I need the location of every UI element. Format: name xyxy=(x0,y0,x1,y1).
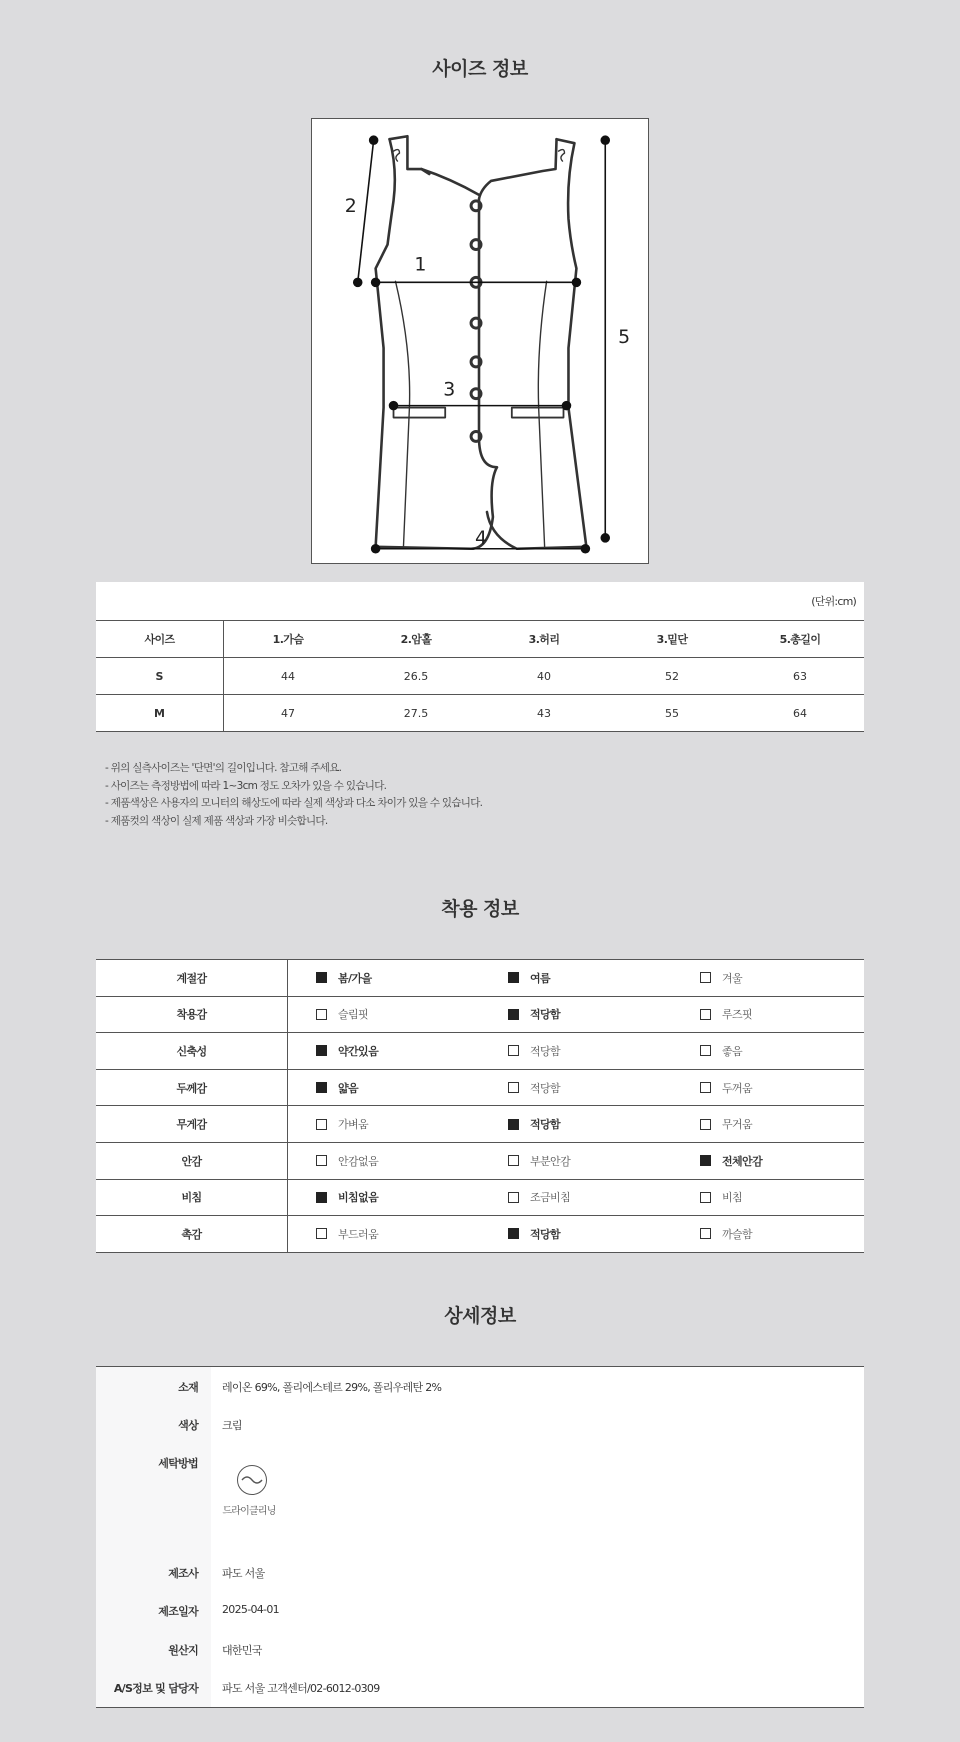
fit-row xyxy=(96,1070,864,1107)
header-hem: 3.밑단 xyxy=(656,633,688,646)
fit-row-label: 두께감 xyxy=(96,1070,288,1106)
fit-option xyxy=(672,1226,864,1242)
fit-option-label: 적당함 xyxy=(530,1044,561,1058)
fit-option xyxy=(480,1006,672,1022)
fit-option-label: 약간있음 xyxy=(338,1044,379,1058)
fit-row-label: 신축성 xyxy=(96,1033,288,1069)
detail-table xyxy=(96,1366,864,1708)
checked-box-icon xyxy=(700,1155,711,1166)
value-cell: 47 xyxy=(281,706,295,720)
maker-label: 제조사 xyxy=(168,1567,198,1580)
origin-label: 원산지 xyxy=(168,1644,198,1657)
value-cell: 64 xyxy=(793,706,807,720)
fit-option xyxy=(672,1116,864,1132)
unchecked-box-icon xyxy=(508,1082,519,1093)
fit-option-label: 슬림핏 xyxy=(338,1008,369,1022)
unchecked-box-icon xyxy=(316,1009,327,1020)
fit-option xyxy=(480,1080,672,1096)
table-row xyxy=(96,658,864,695)
fit-row-label: 무게감 xyxy=(96,1106,288,1142)
fit-option-label: 전체안감 xyxy=(722,1154,763,1168)
fit-option xyxy=(288,970,480,986)
fit-option-label: 적당함 xyxy=(530,1081,561,1095)
checked-box-icon xyxy=(508,1228,519,1239)
fit-row-label: 비침 xyxy=(96,1180,288,1216)
wash-method-label: 드라이클리닝 xyxy=(222,1506,276,1517)
fit-row xyxy=(96,1216,864,1253)
unchecked-box-icon xyxy=(508,1192,519,1203)
fit-option xyxy=(480,1189,672,1205)
checked-box-icon xyxy=(316,1192,327,1203)
color-label: 색상 xyxy=(178,1419,198,1432)
header-armhole: 2.암홀 xyxy=(400,633,432,646)
fit-option xyxy=(672,1189,864,1205)
fit-table xyxy=(96,959,864,1253)
material-label: 소재 xyxy=(178,1381,198,1394)
fit-option-label: 적당함 xyxy=(530,1227,561,1241)
fit-option-label: 좋음 xyxy=(722,1044,743,1058)
wash-method xyxy=(222,1465,277,1517)
diagram-label-4: 4 xyxy=(475,526,488,549)
checked-box-icon xyxy=(316,972,327,983)
value-cell: 63 xyxy=(793,669,807,683)
note-line: - 제품컷의 색상이 실제 제품 색상과 가장 비슷합니다. xyxy=(105,814,328,827)
as-value: 파도 서울 고객센터/02-6012-0309 xyxy=(222,1682,380,1695)
size-notes xyxy=(105,760,482,830)
fit-option xyxy=(480,1043,672,1059)
wash-label: 세탁방법 xyxy=(158,1457,198,1470)
unchecked-box-icon xyxy=(700,1119,711,1130)
value-cell: 40 xyxy=(537,669,551,683)
fit-option-label: 까슬함 xyxy=(722,1227,753,1241)
fit-row xyxy=(96,1180,864,1217)
fit-option-label: 적당함 xyxy=(530,1008,561,1022)
unchecked-box-icon xyxy=(700,1192,711,1203)
fit-row-label: 계절감 xyxy=(96,960,288,996)
fit-option-label: 부드러움 xyxy=(338,1227,379,1241)
value-cell: 52 xyxy=(665,669,679,683)
fit-option-label: 겨울 xyxy=(722,971,743,985)
note-line: - 사이즈는 측정방법에 따라 1~3cm 정도 오차가 있을 수 있습니다. xyxy=(105,779,387,792)
fit-row xyxy=(96,1143,864,1180)
value-cell: 44 xyxy=(281,669,295,683)
detail-info-title: 상세정보 xyxy=(444,1305,516,1327)
value-cell: 26.5 xyxy=(403,669,429,683)
fit-row xyxy=(96,1033,864,1070)
fit-option xyxy=(480,1226,672,1242)
origin-value: 대한민국 xyxy=(222,1644,262,1657)
fit-row-label: 안감 xyxy=(96,1143,288,1179)
fit-option-label: 여름 xyxy=(530,971,551,985)
table-row xyxy=(96,695,864,732)
unchecked-box-icon xyxy=(508,1045,519,1056)
fit-option xyxy=(672,1153,864,1169)
fit-option-label: 조금비침 xyxy=(530,1191,571,1205)
checked-box-icon xyxy=(508,972,519,983)
unchecked-box-icon xyxy=(316,1228,327,1239)
header-chest: 1.가슴 xyxy=(272,633,304,646)
fit-option xyxy=(672,1006,864,1022)
unchecked-box-icon xyxy=(700,1045,711,1056)
unchecked-box-icon xyxy=(700,1082,711,1093)
unchecked-box-icon xyxy=(316,1119,327,1130)
size-cell: S xyxy=(96,658,224,694)
diagram-label-3: 3 xyxy=(443,378,456,401)
dry-clean-icon xyxy=(237,1465,267,1495)
header-waist: 3.허리 xyxy=(528,633,560,646)
fit-option xyxy=(288,1189,480,1205)
fit-option-label: 가벼움 xyxy=(338,1118,369,1132)
note-line: - 제품색상은 사용자의 모니터의 해상도에 따라 실제 색상과 다소 차이가 있을 수 있습니다. xyxy=(105,797,483,809)
color-value: 크림 xyxy=(222,1419,242,1432)
fit-option xyxy=(288,1226,480,1242)
fit-option-label: 비침 xyxy=(722,1191,743,1205)
unchecked-box-icon xyxy=(508,1155,519,1166)
header-length: 5.총길이 xyxy=(779,633,821,646)
size-cell: M xyxy=(96,695,224,731)
value-cell: 43 xyxy=(537,706,551,720)
fit-option xyxy=(480,970,672,986)
fit-row-label: 촉감 xyxy=(96,1216,288,1252)
fit-row xyxy=(96,960,864,997)
fit-option xyxy=(672,970,864,986)
fit-option-label: 루즈핏 xyxy=(722,1008,753,1022)
value-cell: 55 xyxy=(665,706,679,720)
fit-option-label: 부분안감 xyxy=(530,1154,571,1168)
fit-option xyxy=(672,1080,864,1096)
as-label: A/S정보 및 담당자 xyxy=(113,1682,198,1695)
unchecked-box-icon xyxy=(700,972,711,983)
diagram-label-2: 2 xyxy=(344,194,357,217)
date-label: 제조일자 xyxy=(158,1605,198,1618)
checked-box-icon xyxy=(316,1082,327,1093)
checked-box-icon xyxy=(508,1009,519,1020)
fit-option xyxy=(480,1116,672,1132)
fit-option xyxy=(288,1153,480,1169)
fit-option-label: 안감없음 xyxy=(338,1154,379,1168)
note-line: - 위의 실측사이즈는 '단면'의 길이입니다. 참고해 주세요. xyxy=(105,762,342,774)
size-table-header xyxy=(96,621,864,658)
maker-value: 파도 서울 xyxy=(222,1567,265,1580)
fit-option-label: 비침없음 xyxy=(338,1191,379,1205)
unchecked-box-icon xyxy=(700,1228,711,1239)
fit-option xyxy=(288,1116,480,1132)
checked-box-icon xyxy=(316,1045,327,1056)
size-table xyxy=(96,582,864,732)
header-size: 사이즈 xyxy=(96,621,224,657)
date-value: 2025-04-01 xyxy=(222,1603,279,1616)
fit-row-label: 착용감 xyxy=(96,997,288,1033)
fit-option-label: 얇음 xyxy=(338,1081,359,1095)
fit-info-title: 착용 정보 xyxy=(441,898,519,920)
fit-option xyxy=(288,1080,480,1096)
fit-option-label: 봄/가을 xyxy=(338,971,372,985)
fit-row xyxy=(96,1106,864,1143)
fit-option-label: 무거움 xyxy=(722,1118,753,1132)
unchecked-box-icon xyxy=(700,1009,711,1020)
fit-option-label: 두꺼움 xyxy=(722,1081,753,1095)
checked-box-icon xyxy=(508,1119,519,1130)
fit-option xyxy=(672,1043,864,1059)
fit-option xyxy=(288,1006,480,1022)
material-value: 레이온 69%, 폴리에스테르 29%, 폴리우레탄 2% xyxy=(222,1381,442,1394)
diagram-label-1: 1 xyxy=(414,253,427,276)
value-cell: 27.5 xyxy=(403,706,429,720)
fit-row xyxy=(96,997,864,1034)
fit-option-label: 적당함 xyxy=(530,1118,561,1132)
unchecked-box-icon xyxy=(316,1155,327,1166)
fit-option xyxy=(480,1153,672,1169)
size-info-title: 사이즈 정보 xyxy=(432,58,528,80)
garment-measurement-diagram xyxy=(311,118,649,564)
diagram-label-5: 5 xyxy=(618,325,631,348)
unit-label: (단위:cm) xyxy=(96,582,864,621)
fit-option xyxy=(288,1043,480,1059)
